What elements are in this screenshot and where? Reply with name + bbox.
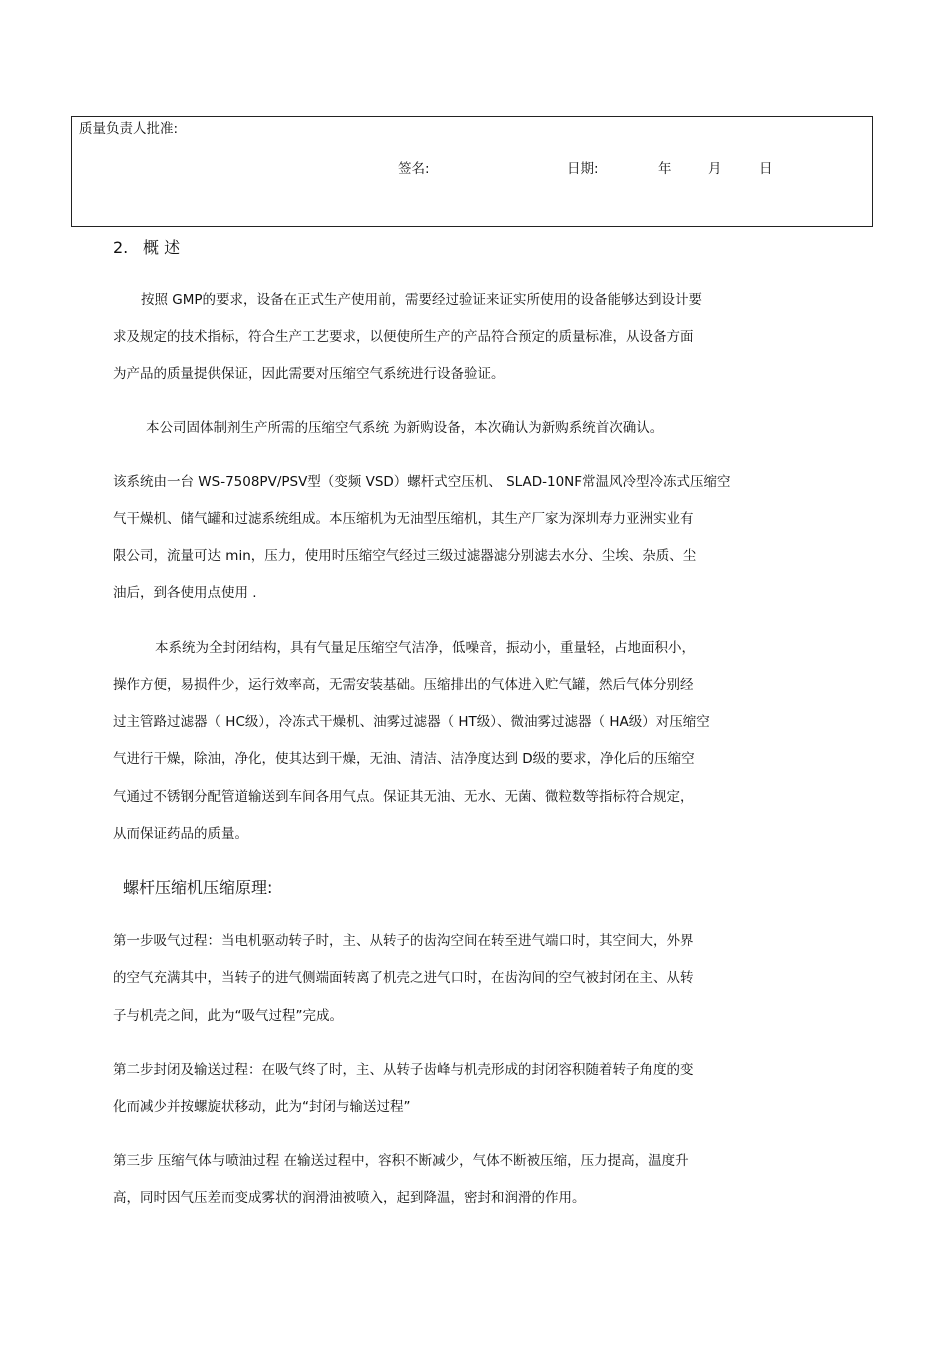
paragraph-line: 本系统为全封闭结构，具有气量足压缩空气洁净，低噪音，振动小，重量轻，占地面积小， [155, 640, 695, 656]
paragraph-line: 第一步吸气过程：当电机驱动转子时，主、从转子的齿沟空间在转至进气端口时，其空间大，外界 [113, 933, 694, 949]
section-title: 概 述 [143, 238, 181, 257]
paragraph-line: 本公司固体制剂生产所需的压缩空气系统 为新购设备，本次确认为新购系统首次确认。 [146, 420, 664, 436]
approval-label: 质量负责人批准: [79, 121, 179, 137]
paragraph-line: 油后，到各使用点使用 . [113, 585, 257, 601]
paragraph-line: 化而减少并按螺旋状移动，此为“封闭与输送过程” [113, 1099, 411, 1115]
paragraph-line: 限公司，流量可达 min，压力，使用时压缩空气经过三级过滤器滤分别滤去水分、尘埃、杂质、尘 [113, 548, 697, 564]
year-label: 年 [658, 161, 672, 177]
paragraph-line: 气干燥机、储气罐和过滤系统组成。本压缩机为无油型压缩机，其生产厂家为深圳寿力亚洲实业有 [113, 511, 694, 527]
paragraph-line: 子与机壳之间，此为“吸气过程”完成。 [113, 1008, 343, 1024]
paragraph-line: 按照 GMP的要求，设备在正式生产使用前，需要经过验证来证实所使用的设备能够达到设计要 [141, 292, 703, 308]
paragraph-line: 过主管路过滤器（ HC级），冷冻式干燥机、油雾过滤器（ HT级）、微油雾过滤器（ HA级）对压缩空 [113, 714, 710, 730]
paragraph-line: 操作方便，易损件少，运行效率高，无需安装基础。压缩排出的气体进入贮气罐，然后气体分别经 [113, 677, 694, 693]
paragraph-line: 为产品的质量提供保证，因此需要对压缩空气系统进行设备验证。 [113, 366, 505, 382]
paragraph-line: 第二步封闭及输送过程：在吸气终了时，主、从转子齿峰与机壳形成的封闭容积随着转子角度的变 [113, 1062, 694, 1078]
paragraph-line: 高，同时因气压差而变成雾状的润滑油被喷入，起到降温，密封和润滑的作用。 [113, 1190, 586, 1206]
paragraph-line: 该系统由一台 WS-7508PV/PSV型（变频 VSD）螺杆式空压机、 SLAD-10NF常温风冷型冷冻式压缩空 [113, 474, 731, 490]
section-number: 2. [113, 238, 129, 257]
approval-box [71, 116, 873, 227]
paragraph-line: 从而保证药品的质量。 [113, 826, 248, 842]
paragraph-line: 气进行干燥，除油，净化，使其达到干燥，无油、清洁、洁净度达到 D级的要求，净化后的压缩空 [113, 751, 695, 767]
signature-label: 签名: [398, 161, 430, 177]
paragraph-line: 求及规定的技术指标，符合生产工艺要求，以便使所生产的产品符合预定的质量标准，从设备方面 [113, 329, 694, 345]
date-label: 日期: [567, 161, 599, 177]
principle-title: 螺杆压缩机压缩原理: [123, 878, 273, 897]
day-label: 日 [759, 161, 773, 177]
paragraph-line: 的空气充满其中，当转子的进气侧端面转离了机壳之进气口时，在齿沟间的空气被封闭在主、从转 [113, 970, 694, 986]
month-label: 月 [708, 161, 722, 177]
paragraph-line: 气通过不锈钢分配管道输送到车间各用气点。保证其无油、无水、无菌、微粒数等指标符合规定， [113, 789, 694, 805]
paragraph-line: 第三步 压缩气体与喷油过程 在输送过程中，容积不断减少，气体不断被压缩，压力提高，温度升 [113, 1153, 689, 1169]
